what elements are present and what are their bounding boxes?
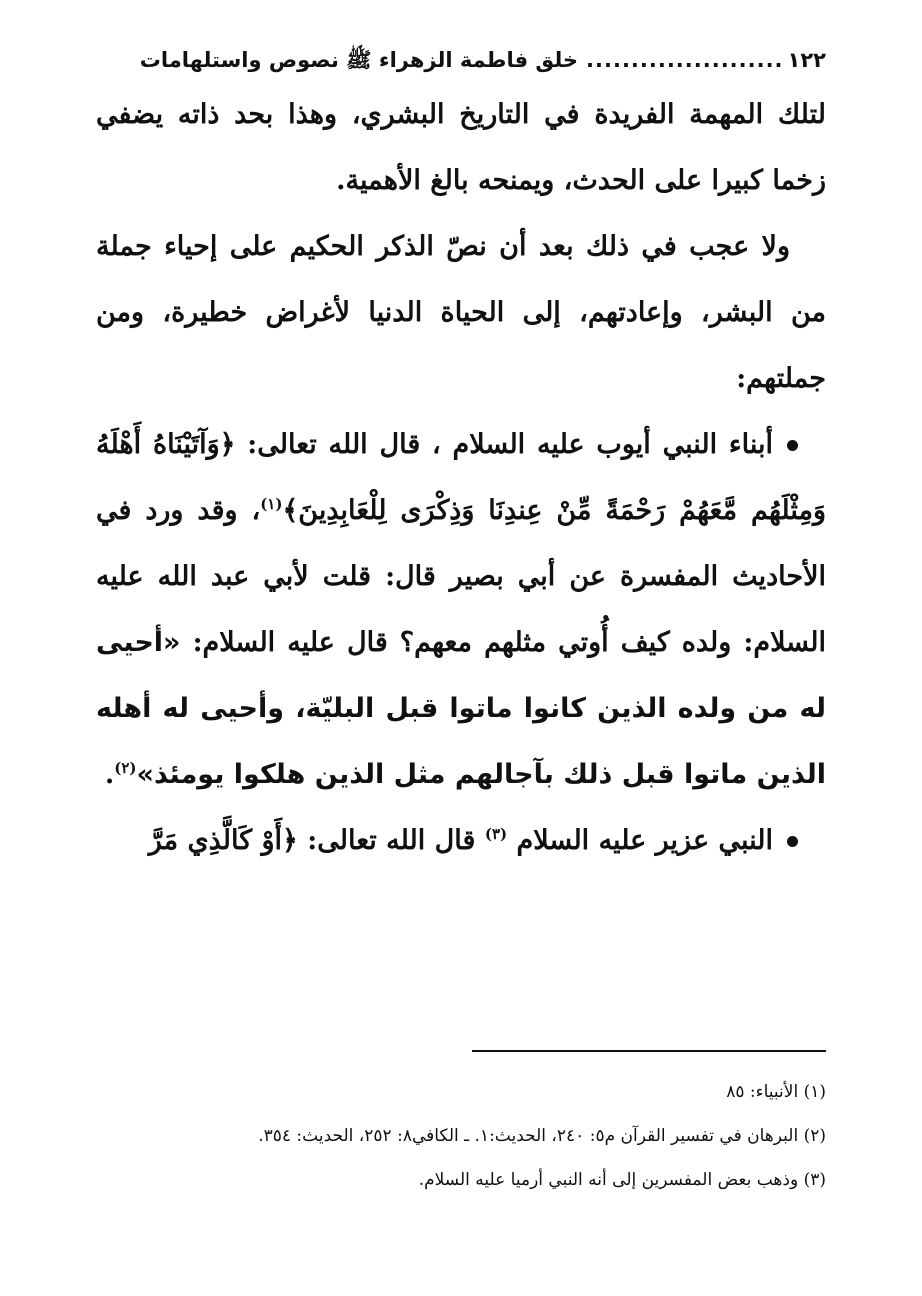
hadith-quote: «أحيى له من ولده الذين كانوا ماتوا قبل البليّة، وأحيى له أهله الذين ماتوا قبل ذلك بآجالهم مثل الذين هلكوا يومئذ» <box>96 627 826 790</box>
quran-verse: ﴿أَوْ كَالَّذِي مَرَّ <box>148 825 298 856</box>
footnote-divider <box>472 1050 826 1052</box>
bullet-icon <box>787 440 798 451</box>
footnote-ref-2[interactable]: (٢) <box>114 759 137 777</box>
item1-lead: أبناء النبي أيوب عليه السلام ، قال الله تعالى: <box>235 429 773 460</box>
item1-narration: ، وقد ورد في الأحاديث المفسرة عن أبي بصير قال: قلت لأبي عبد الله عليه السلام: ولده كيف أُوتي مثلهم معهم؟ قال عليه السلام: <box>96 495 826 658</box>
running-header <box>96 38 826 82</box>
item2-middle: قال الله تعالى: <box>297 825 485 856</box>
quran-verse: ﴿وَآتَيْنَاهُ أَهْلَهُ وَمِثْلَهُم مَّعَهُمْ رَحْمَةً مِّنْ عِندِنَا وَذِكْرَى لِلْعَابِدِينَ﴾ <box>96 429 826 526</box>
bullet-icon <box>787 836 798 847</box>
page-number: ١٢٢ <box>787 48 826 72</box>
footnote-ref-3[interactable]: (٣) <box>484 825 508 843</box>
footnote-2: (٢) البرهان في تفسير القرآن م٥: ٢٤٠، الحديث:١. ـ الكافي٨: ٢٥٢، الحديث: ٣٥٤. <box>258 1126 826 1146</box>
footnotes <box>96 1070 826 1202</box>
footnote-ref-1[interactable]: (١) <box>260 495 283 513</box>
header-title: خلق فاطمة الزهراء ﷺ نصوص واستلهامات <box>139 48 579 72</box>
main-text <box>96 82 826 874</box>
paragraph-1: لتلك المهمة الفريدة في التاريخ البشري، وهذا بحد ذاته يضفي زخما كبيرا على الحدث، ويمنحه بالغ الأهمية. <box>96 99 826 196</box>
list-item-uzayr <box>96 808 826 874</box>
header-dot-leader: ...................... <box>586 48 784 72</box>
paragraph-2: ولا عجب في ذلك بعد أن نصّ الذكر الحكيم على إحياء جملة من البشر، وإعادتهم، إلى الحياة الدنيا لأغراض خطيرة، ومن جملتهم: <box>96 231 826 394</box>
item1-end: . <box>104 759 115 790</box>
footnote-1: (١) الأنبياء: ٨٥ <box>726 1082 826 1102</box>
list-item-ayyub <box>96 412 826 808</box>
item2-lead: النبي عزير عليه السلام <box>507 825 773 856</box>
footnote-3: (٣) وذهب بعض المفسرين إلى أنه النبي أرميا عليه السلام. <box>418 1170 826 1190</box>
